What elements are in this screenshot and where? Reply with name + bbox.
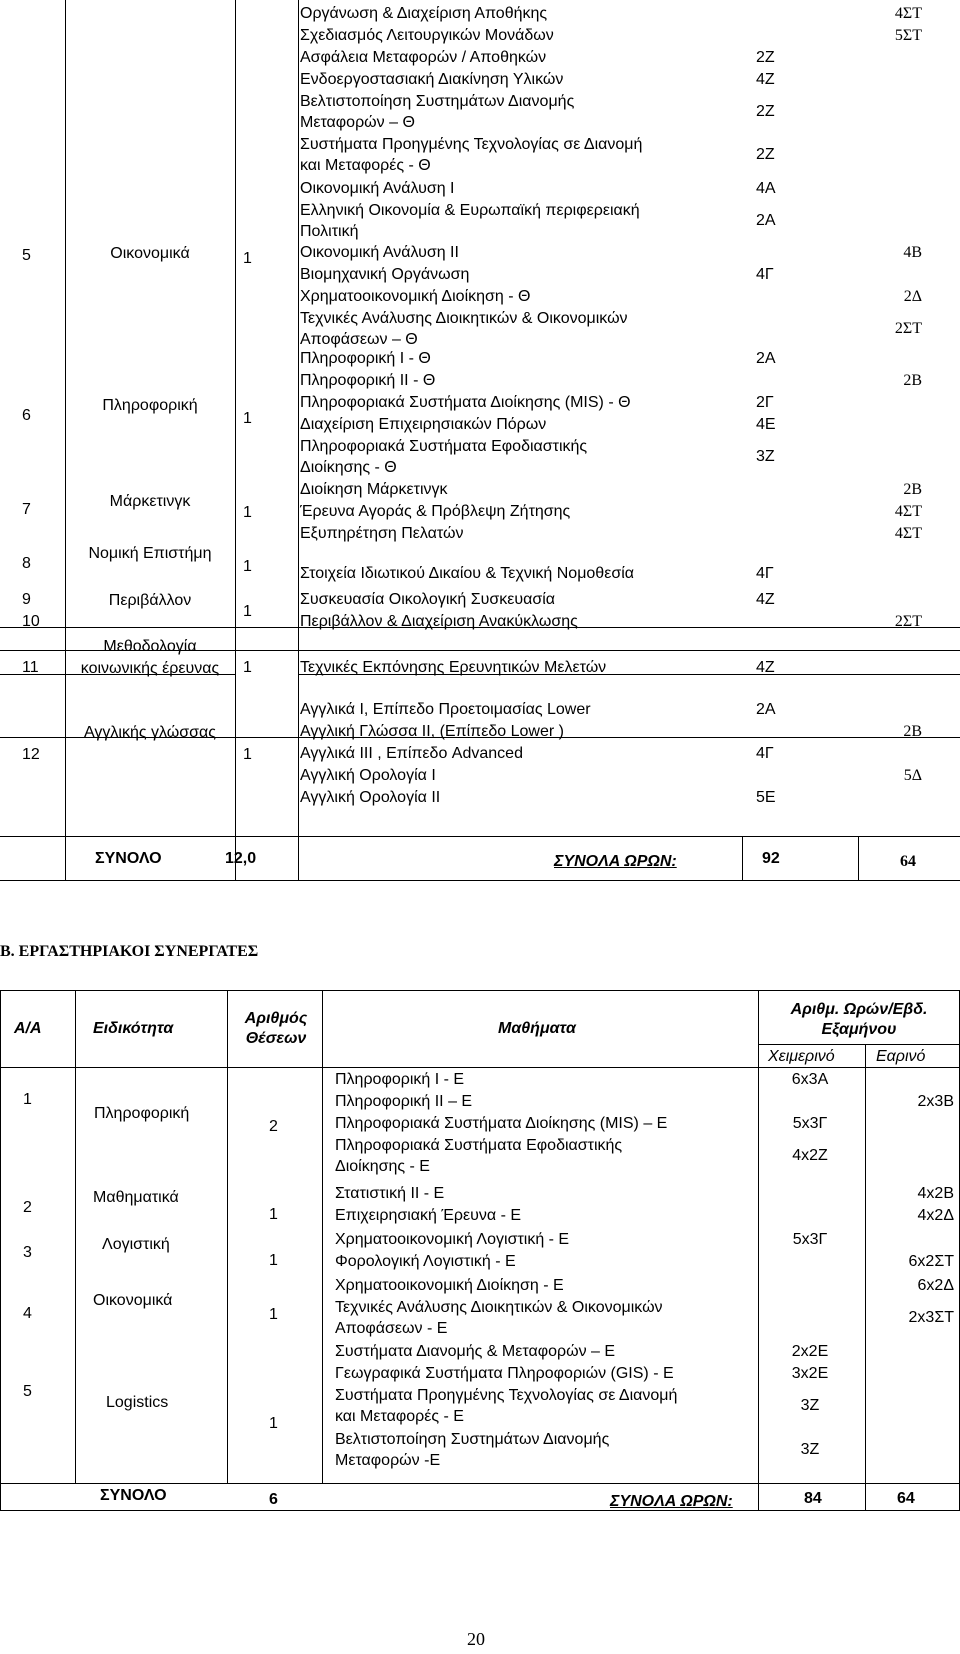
course-name: Συστήματα Διανομής & Μεταφορών – Ε [335, 1343, 616, 1360]
course-name: Αγγλική Γλώσσα ΙΙ, (Επίπεδο Lower ) [300, 723, 564, 740]
row-number: 8 [22, 555, 31, 572]
table-rule [0, 880, 960, 881]
spring-hours: 2Β [903, 372, 922, 389]
total-hours-label: ΣΥΝΟΛΑ ΩΡΩΝ: [554, 853, 677, 870]
spring-hours: 4ΣΤ [894, 525, 922, 542]
winter-hours: 5Ε [756, 789, 776, 806]
total-label: ΣΥΝΟΛΟ [95, 850, 162, 867]
row-number: 4 [23, 1305, 32, 1322]
spring-hours: 5ΣΤ [894, 27, 922, 44]
winter-hours: 2x2E [791, 1343, 829, 1360]
winter-hours: 6x3A [791, 1071, 829, 1088]
course-name: Αγγλικά Ι, Επίπεδο Προετοιμασίας Lower [300, 701, 591, 718]
course-name: Τεχνικές Ανάλυσης Διοικητικών & Οικονομικών [300, 310, 628, 327]
row-number: 9 [22, 591, 31, 608]
course-name: Βιομηχανική Οργάνωση [300, 266, 470, 283]
course-name: Οικονομική Ανάλυση Ι [300, 180, 455, 197]
row-number: 12 [22, 746, 40, 763]
course-name: Εξυπηρέτηση Πελατών [300, 525, 464, 542]
row-number: 2 [23, 1199, 32, 1216]
winter-hours: 4Ζ [756, 591, 775, 608]
course-name: Τεχνικές Ανάλυσης Διοικητικών & Οικονομικών [335, 1299, 663, 1316]
course-name: Πληροφορική ΙΙ - Θ [300, 372, 436, 389]
course-name: Πληροφορική ΙΙ – Ε [335, 1093, 473, 1110]
course-name: Συσκευασία Οικολογική Συσκευασία [300, 591, 556, 608]
positions-count: 1 [243, 603, 252, 620]
table-border [0, 990, 1, 1510]
table-border [227, 990, 228, 1483]
row-number: 1 [23, 1091, 32, 1108]
spring-hours: 4ΣΤ [894, 503, 922, 520]
winter-hours: 4Ζ [756, 71, 775, 88]
course-name: Διοίκησης - Θ [300, 459, 397, 476]
course-name: Πληροφοριακά Συστήματα Εφοδιαστικής [300, 438, 588, 455]
course-name: Πολιτική [300, 223, 359, 240]
total-spring-hours: 64 [897, 1490, 915, 1507]
specialty-label: Λογιστική [102, 1236, 170, 1253]
course-name: Διαχείριση Επιχειρησιακών Πόρων [300, 416, 547, 433]
course-name: Χρηματοοικονομική Λογιστική - Ε [335, 1231, 570, 1248]
winter-hours: 4Γ [756, 565, 774, 582]
course-name: Στατιστική ΙΙ - Ε [335, 1185, 445, 1202]
course-name: Συστήματα Προηγμένης Τεχνολογίας σε Διανομή [300, 136, 643, 153]
course-name: Διοίκηση Μάρκετινγκ [300, 481, 448, 498]
specialty-label: Μαθηματικά [93, 1189, 179, 1206]
header-no: Α/Α [14, 1020, 42, 1037]
spring-hours: 6x2Δ [917, 1277, 954, 1294]
spring-hours: 2x3ΣΤ [908, 1309, 954, 1326]
course-name: Φορολογική Λογιστική - Ε [335, 1253, 516, 1270]
course-name: Μεταφορών -Ε [335, 1452, 441, 1469]
specialty-label: Logistics [106, 1394, 169, 1411]
total-winter-hours: 84 [804, 1490, 822, 1507]
specialty-label: Οικονομικά [93, 1292, 173, 1309]
total-positions: 12,0 [225, 850, 257, 867]
winter-hours: 5x3Γ [792, 1115, 828, 1132]
course-name: Πληροφοριακά Συστήματα Διοίκησης (MIS) – Ε [335, 1115, 668, 1132]
specialty-label: Οικονομικά [110, 245, 190, 262]
specialty-label: Πληροφορική [94, 1105, 190, 1122]
page-number: 20 [467, 1629, 485, 1649]
winter-hours: 2Ζ [756, 146, 775, 163]
winter-hours: 2Ζ [756, 103, 775, 120]
table-border [742, 836, 743, 880]
positions-count: 1 [269, 1252, 278, 1269]
course-name: Οικονομική Ανάλυση ΙΙ [300, 244, 459, 261]
winter-hours: 2Α [756, 350, 776, 367]
table-rule [0, 1067, 960, 1068]
table-border [298, 0, 299, 880]
winter-hours: 2Α [756, 212, 776, 229]
positions-count: 1 [243, 410, 252, 427]
course-name: Οργάνωση & Διαχείριση Αποθήκης [300, 5, 548, 22]
course-name: Περιβάλλον & Διαχείριση Ανακύκλωσης [300, 613, 578, 630]
table-rule [758, 1044, 960, 1045]
positions-count: 1 [243, 659, 252, 676]
winter-hours: 2Ζ [756, 49, 775, 66]
table-rule [0, 1510, 960, 1511]
spring-hours: 2Β [903, 481, 922, 498]
total-spring-hours: 64 [900, 853, 916, 870]
header-courses: Μαθήματα [498, 1020, 576, 1037]
course-name: Συστήματα Προηγμένης Τεχνολογίας σε Διανομή [335, 1387, 678, 1404]
spring-hours: 2ΣΤ [894, 320, 922, 337]
specialty-label: Αγγλικής γλώσσας [84, 724, 216, 741]
spring-hours: 4Β [903, 244, 922, 261]
table-border [65, 0, 66, 880]
course-name: Πληροφοριακά Συστήματα Διοίκησης (MIS) - Θ [300, 394, 631, 411]
positions-count: 1 [269, 1415, 278, 1432]
header-specialty: Ειδικότητα [93, 1020, 174, 1037]
course-name: Βελτιστοποίηση Συστημάτων Διανομής [335, 1431, 610, 1448]
course-name: και Μεταφορές - Θ [300, 157, 431, 174]
row-number: 6 [22, 407, 31, 424]
spring-hours: 2Δ [903, 288, 922, 305]
table-border [858, 836, 859, 880]
course-name: Επιχειρησιακή Έρευνα - Ε [335, 1207, 522, 1224]
course-name: Μεταφορών – Θ [300, 114, 415, 131]
table-rule [0, 1483, 960, 1484]
header-weekly-hours: Αριθμ. Ωρών/Εβδ. Εξαμήνου [790, 1001, 928, 1038]
course-name: Ενδοεργοστασιακή Διακίνηση Υλικών [300, 71, 564, 88]
positions-count: 1 [269, 1206, 278, 1223]
course-name: Πληροφορική Ι - Θ [300, 350, 431, 367]
course-name: Γεωγραφικά Συστήματα Πληροφοριών (GIS) - Ε [335, 1365, 674, 1382]
header-positions: Αριθμός Θέσεων [244, 1010, 308, 1047]
course-name: Χρηματοοικονομική Διοίκηση - Θ [300, 288, 531, 305]
table-border [322, 990, 323, 1483]
course-name: Πληροφοριακά Συστήματα Εφοδιαστικής [335, 1137, 623, 1154]
specialty-label: Μάρκετινγκ [109, 493, 191, 510]
row-number: 10 [22, 613, 40, 630]
positions-count: 1 [243, 504, 252, 521]
winter-hours: 4Α [756, 180, 776, 197]
specialty-label: Νομική Επιστήμη [88, 545, 212, 562]
specialty-label: Πληροφορική [102, 397, 198, 414]
winter-hours: 2Γ [756, 394, 774, 411]
spring-hours: 4x2B [917, 1185, 954, 1202]
header-spring: Εαρινό [876, 1048, 926, 1065]
winter-hours: 4Γ [756, 266, 774, 283]
row-number: 3 [23, 1244, 32, 1261]
course-name: Πληροφορική Ι - Ε [335, 1071, 465, 1088]
positions-count: 1 [243, 250, 252, 267]
spring-hours: 6x2ΣΤ [908, 1253, 954, 1270]
winter-hours: 3Ζ [800, 1441, 820, 1458]
course-name: Αγγλικά ΙΙΙ , Επίπεδο Advanced [300, 745, 523, 762]
row-number: 5 [23, 1383, 32, 1400]
winter-hours: 3Ζ [756, 448, 775, 465]
row-number: 5 [22, 247, 31, 264]
winter-hours: 4x2Ζ [792, 1147, 828, 1164]
winter-hours: 4Γ [756, 745, 774, 762]
positions-count: 1 [269, 1306, 278, 1323]
course-name: Ασφάλεια Μεταφορών / Αποθηκών [300, 49, 547, 66]
winter-hours: 2Α [756, 701, 776, 718]
winter-hours: 5x3Γ [792, 1231, 828, 1248]
row-number: 11 [22, 659, 39, 676]
course-name: Αγγλική Ορολογία ΙΙ [300, 789, 441, 806]
course-name: Βελτιστοποίηση Συστημάτων Διανομής [300, 93, 575, 110]
positions-count: 1 [243, 558, 252, 575]
total-winter-hours: 92 [762, 850, 780, 867]
table-rule [0, 990, 960, 991]
winter-hours: 3Ζ [800, 1397, 820, 1414]
course-name: Χρηματοοικονομική Διοίκηση - Ε [335, 1277, 564, 1294]
specialty-label: Μεθοδολογία κοινωνικής έρευνας [80, 638, 220, 677]
total-positions: 6 [269, 1491, 278, 1508]
table-rule [0, 836, 960, 837]
winter-hours: 4Ζ [756, 659, 775, 676]
positions-count: 1 [243, 746, 252, 763]
course-name: Αποφάσεων - Ε [335, 1320, 448, 1337]
positions-count: 2 [269, 1118, 278, 1135]
spring-hours: 2Β [903, 723, 922, 740]
course-name: Έρευνα Αγοράς & Πρόβλεψη Ζήτησης [300, 503, 571, 520]
course-name: Αγγλική Ορολογία Ι [300, 767, 436, 784]
table-border [758, 990, 759, 1510]
table-border [75, 990, 76, 1483]
course-name: Αποφάσεων – Θ [300, 331, 418, 348]
course-name: Στοιχεία Ιδιωτικού Δικαίου & Τεχνική Νομοθεσία [300, 565, 635, 582]
course-name: Ελληνική Οικονομία & Ευρωπαϊκή περιφερειακή [300, 202, 640, 219]
course-name: Τεχνικές Εκπόνησης Ερευνητικών Μελετών [300, 659, 607, 676]
table-border [235, 0, 236, 880]
total-label: ΣΥΝΟΛΟ [100, 1487, 167, 1504]
header-winter: Χειμερινό [768, 1048, 835, 1065]
course-name: και Μεταφορές - Ε [335, 1408, 464, 1425]
spring-hours: 4ΣΤ [894, 5, 922, 22]
winter-hours: 4Ε [756, 416, 776, 433]
specialty-label: Περιβάλλον [108, 592, 192, 609]
spring-hours: 2ΣΤ [894, 613, 922, 630]
winter-hours: 3x2E [791, 1365, 829, 1382]
section-title: Β. ΕΡΓΑΣΤΗΡΙΑΚΟΙ ΣΥΝΕΡΓΑΤΕΣ [0, 943, 259, 960]
spring-hours: 4x2Δ [917, 1207, 954, 1224]
spring-hours: 5Δ [903, 767, 922, 784]
spring-hours: 2x3B [917, 1093, 954, 1110]
course-name: Σχεδιασμός Λειτουργικών Μονάδων [300, 27, 554, 44]
row-number: 7 [22, 501, 31, 518]
total-hours-label: ΣΥΝΟΛΑ ΩΡΩΝ: [610, 1493, 733, 1510]
course-name: Διοίκησης - Ε [335, 1158, 430, 1175]
